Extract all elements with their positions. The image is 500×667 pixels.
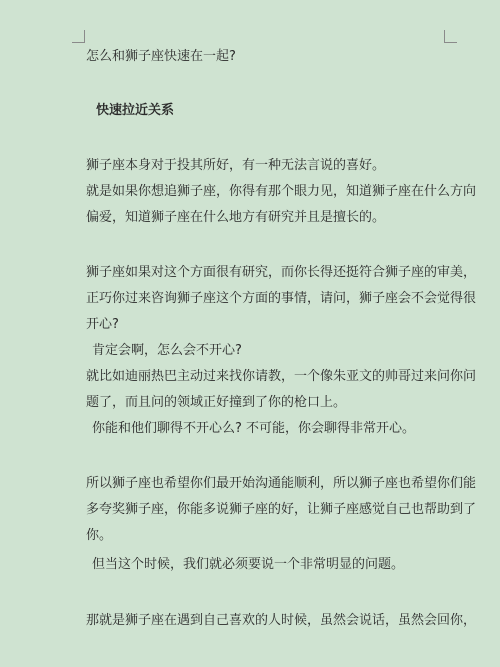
section-heading: 快速拉近关系 [96,103,175,118]
paragraph-line: 肯定会啊，怎么会不开心? [92,343,242,358]
paragraph-line: 你能和他们聊得不开心么? 不可能，你会聊得非常开心。 [92,421,416,436]
page-corner-mark-top-right [444,30,457,43]
paragraph-line: 狮子座如果对这个方面很有研究，而你长得还挺符合狮子座的审美， [86,265,477,280]
document-title: 怎么和狮子座快速在一起? [86,49,236,64]
paragraph-line: 多夸奖狮子座，你能多说狮子座的好，让狮子座感觉自己也帮助到了 [86,502,477,517]
paragraph-line: 偏爱，知道狮子座在什么地方有研究并且是擅长的。 [86,210,386,225]
paragraph-line: 但当这个时候，我们就必须要说一个非常明显的问题。 [92,557,405,572]
paragraph-line: 开心? [86,317,119,332]
paragraph-line: 那就是狮子座在遇到自己喜欢的人时候，虽然会说话，虽然会回你， [86,613,477,628]
paragraph-line: 所以狮子座也希望你们最开始沟通能顺利，所以狮子座也希望你们能 [86,476,477,491]
paragraph-line: 狮子座本身对于投其所好，有一种无法言说的喜好。 [86,158,386,173]
paragraph-line: 就比如迪丽热巴主动过来找你请教，一个像朱亚文的帅哥过来问你问 [86,369,477,384]
paragraph-line: 就是如果你想追狮子座，你得有那个眼力见，知道狮子座在什么方向 [86,184,477,199]
paragraph-line: 正巧你过来咨询狮子座这个方面的事情，请问，狮子座会不会觉得很 [86,291,477,306]
paragraph-line: 你。 [86,528,113,543]
paragraph-line: 题了，而且问的领域正好撞到了你的枪口上。 [86,395,347,410]
page-corner-mark-top-left [72,30,85,43]
